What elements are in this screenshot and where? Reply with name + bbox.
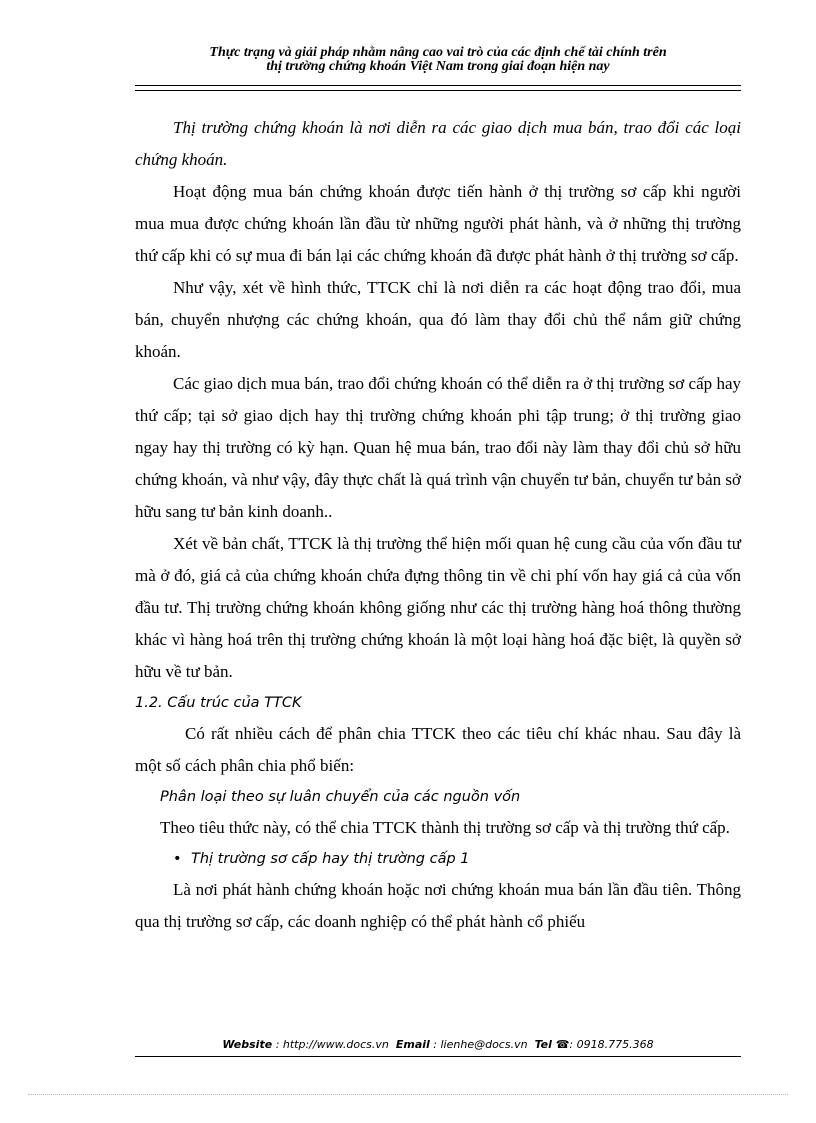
document-body: [135, 112, 741, 938]
paragraph-1: Thị trường chứng khoán là nơi diễn ra các giao dịch mua bán, trao đổi các loại chứng khoán.: [135, 118, 741, 169]
bullet-item: [173, 844, 741, 874]
paragraph-4: Các giao dịch mua bán, trao đổi chứng khoán có thể diễn ra ở thị trường sơ cấp hay thứ cấp; tại sở giao dịch hay thị trường chứng khoán phi tập trung; ở thị trường giao ngay hay thị trường có kỳ hạn. Quan hệ mua bán, trao đổi này làm thay đổi chủ sở hữu chứng khoán, và như vậy, đây thực chất là quá trình vận chuyển tư bản, chuyển tư bản sở hữu sang tư bản kinh doanh..: [135, 374, 741, 521]
paragraph-7: Theo tiêu thức này, có thể chia TTCK thành thị trường sơ cấp và thị trường thứ cấp.: [160, 818, 730, 837]
page-break-line: [28, 1094, 788, 1095]
section-heading: 1.2. Cấu trúc của TTCK: [135, 695, 302, 711]
bullet-marker: •: [173, 851, 182, 867]
bullet-text: Thị trường sơ cấp hay thị trường cấp 1: [191, 851, 470, 867]
footer-rule: [135, 1056, 741, 1057]
paragraph-8: Là nơi phát hành chứng khoán hoặc nơi chứng khoán mua bán lần đầu tiên. Thông qua thị trường sơ cấp, các doanh nghiệp có thể phát hành cổ phiếu: [135, 880, 741, 931]
subheading: Phân loại theo sự luân chuyển của các nguồn vốn: [160, 789, 521, 805]
header-line-1: Thực trạng và giải pháp nhằm nâng cao vai trò của các định chế tài chính trên: [209, 45, 667, 60]
email-value: : lienhe@docs.vn: [433, 1038, 528, 1051]
page-header: [135, 46, 741, 74]
paragraph-6: Có rất nhiều cách để phân chia TTCK theo các tiêu chí khác nhau. Sau đây là một số cách phân chia phổ biến:: [135, 724, 741, 775]
website-value: : http://www.docs.vn: [275, 1038, 389, 1051]
tel-value: : 0918.775.368: [569, 1038, 654, 1051]
header-double-rule: [135, 85, 741, 91]
paragraph-5: Xét về bản chất, TTCK là thị trường thể hiện mối quan hệ cung cầu của vốn đầu tư mà ở đó, giá cả của chứng khoán chứa đựng thông tin về chi phí vốn hay giá cả của vốn đầu tư. Thị trường chứng khoán không giống như các thị trường hàng hoá thông thường khác vì hàng hoá trên thị trường chứng khoán là một loại hàng hoá đặc biệt, là quyền sở hữu về tư bản.: [135, 534, 741, 681]
page-footer: [135, 1038, 741, 1051]
tel-label: Tel ☎: [534, 1038, 570, 1051]
header-line-2: thị trường chứng khoán Việt Nam trong giai đoạn hiện nay: [266, 59, 610, 74]
paragraph-3: Như vậy, xét về hình thức, TTCK chỉ là nơi diễn ra các hoạt động trao đổi, mua bán, chuyển nhượng các chứng khoán, qua đó làm thay đổi chủ thể nắm giữ chứng khoán.: [135, 278, 741, 361]
paragraph-2: Hoạt động mua bán chứng khoán được tiến hành ở thị trường sơ cấp khi người mua mua được chứng khoán lần đầu từ những người phát hành, và ở những thị trường thứ cấp khi có sự mua đi bán lại các chứng khoán đã được phát hành ở thị trường sơ cấp.: [135, 182, 741, 265]
email-label: Email: [395, 1038, 430, 1051]
website-label: Website: [222, 1038, 273, 1051]
